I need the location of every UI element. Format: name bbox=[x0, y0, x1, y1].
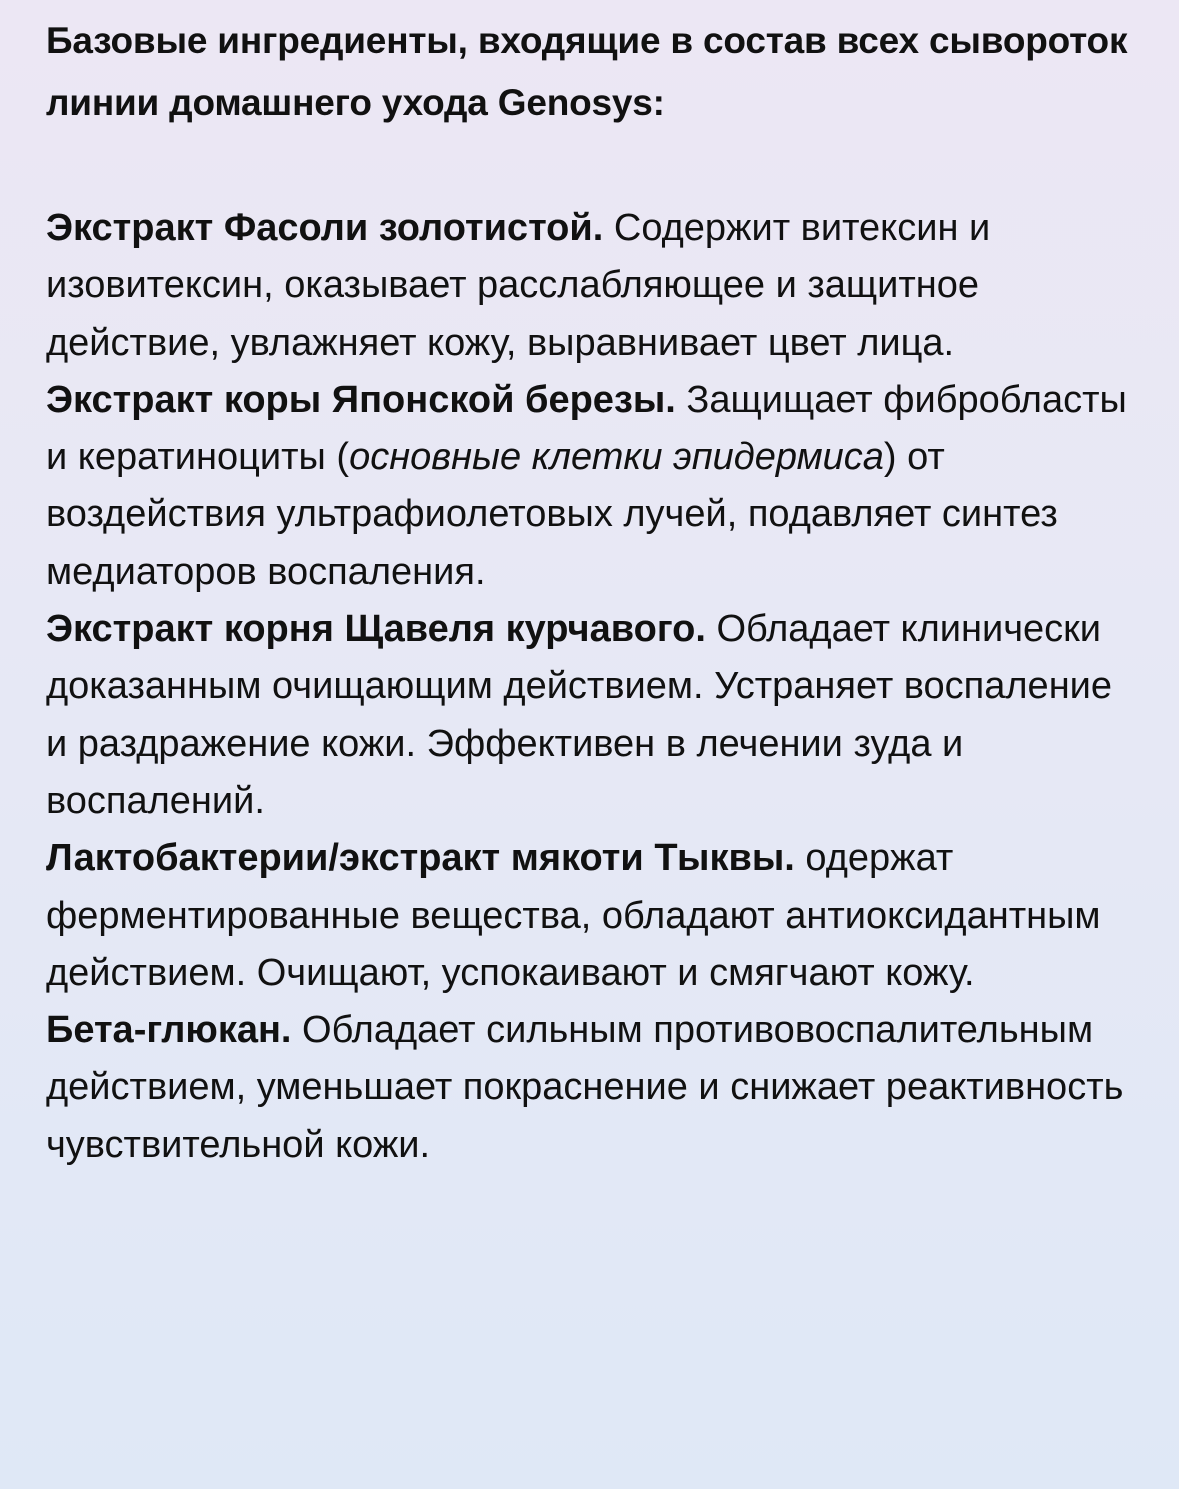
ingredient-description: Обладает сильным противовоспалительным действием, уменьшает покраснение и снижает реактивность чувствительной кожи. bbox=[46, 1009, 1124, 1166]
ingredient-birch-bark-extract bbox=[46, 372, 1133, 601]
ingredient-description: Обладает клинически доказанным очищающим действием. Устраняет воспаление и раздражение кожи. Эффективен в лечении зуда и воспалений. bbox=[46, 608, 1113, 822]
ingredient-italic-note: основные клетки эпидермиса bbox=[349, 436, 884, 479]
ingredient-name: Бета-глюкан. bbox=[46, 1009, 292, 1052]
blank-line-spacer bbox=[46, 134, 1133, 200]
ingredient-name: Экстракт корня Щавеля курчавого. bbox=[46, 608, 706, 651]
ingredient-description: Защищает фибробласты и кератиноциты ( bbox=[46, 378, 1127, 479]
ingredient-description: Содержит витексин и изовитексин, оказывает расслабляющее и защитное действие, увлажняет кожу, выравнивает цвет лица. bbox=[46, 207, 991, 364]
ingredient-name: Лактобактерии/экстракт мякоти Тыквы. bbox=[46, 837, 795, 880]
ingredient-name: Экстракт Фасоли золотистой. bbox=[46, 207, 604, 249]
ingredient-name: Экстракт коры Японской березы. bbox=[46, 378, 676, 421]
ingredient-lactobacillus-pumpkin bbox=[46, 830, 1133, 1002]
document-heading: Базовые ингредиенты, входящие в состав всех сывороток линии домашнего ухода Genosys: bbox=[46, 20, 1128, 123]
ingredient-list bbox=[46, 200, 1133, 1174]
ingredient-description-continued: ) от воздействия ультрафиолетовых лучей, подавляет синтез медиаторов воспаления. bbox=[46, 436, 1058, 593]
ingredient-description: одержат ферментированные вещества, обладают антиоксидантным действием. Очищают, успокаивают и смягчают кожу. bbox=[46, 837, 1101, 994]
ingredient-bean-extract bbox=[46, 200, 1133, 372]
ingredient-dock-root-extract bbox=[46, 601, 1133, 830]
ingredient-beta-glucan bbox=[46, 1002, 1133, 1174]
